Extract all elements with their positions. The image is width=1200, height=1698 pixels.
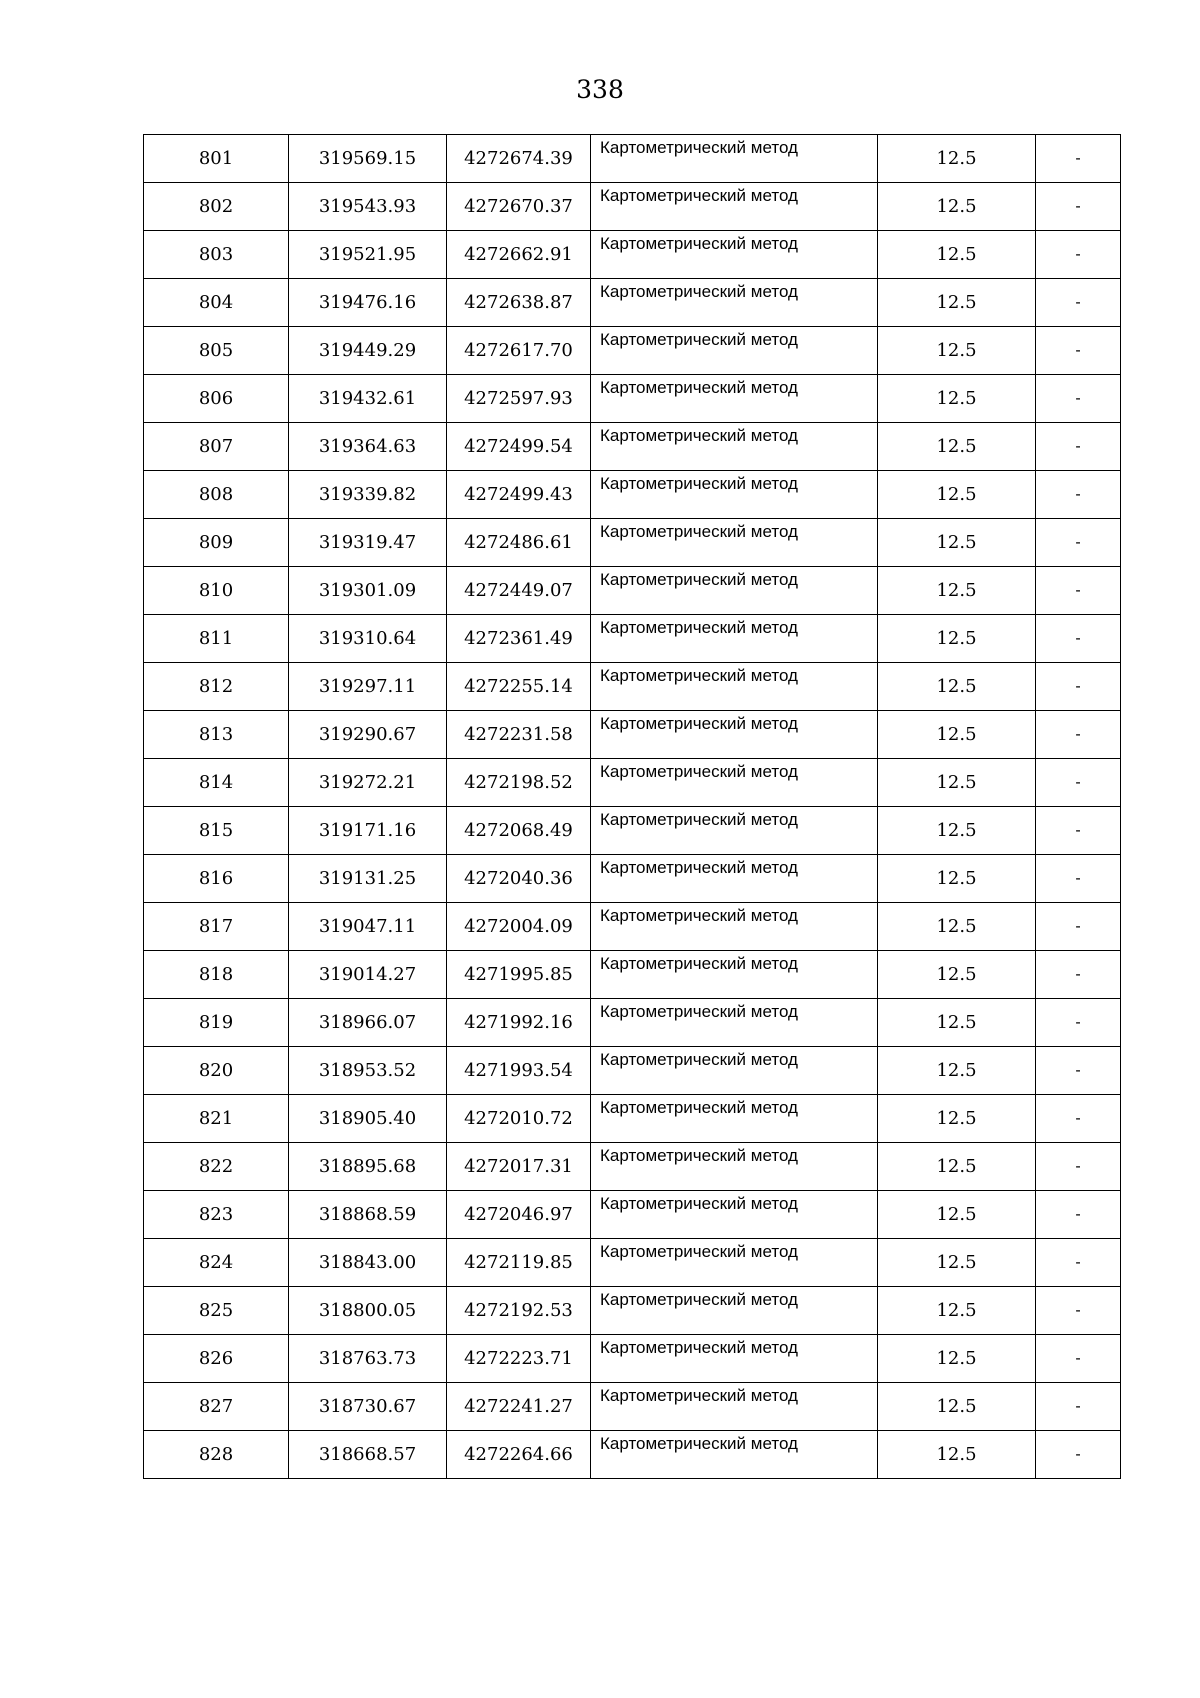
method-cell: Картометрический метод (591, 711, 878, 759)
method-cell: Картометрический метод (591, 279, 878, 327)
table-row (144, 1383, 1121, 1431)
method-cell: Картометрический метод (591, 135, 878, 183)
x-coordinate-cell: 319171.16 (289, 807, 447, 855)
table-row (144, 951, 1121, 999)
method-cell: Картометрический метод (591, 519, 878, 567)
accuracy-cell: 12.5 (878, 135, 1036, 183)
y-coordinate-cell: 4272499.54 (447, 423, 591, 471)
x-coordinate-cell: 318905.40 (289, 1095, 447, 1143)
method-cell: Картометрический метод (591, 855, 878, 903)
note-cell: - (1036, 519, 1121, 567)
point-number-cell: 818 (144, 951, 289, 999)
y-coordinate-cell: 4272449.07 (447, 567, 591, 615)
accuracy-cell: 12.5 (878, 1383, 1036, 1431)
note-cell: - (1036, 1191, 1121, 1239)
point-number-cell: 822 (144, 1143, 289, 1191)
note-cell: - (1036, 231, 1121, 279)
note-cell: - (1036, 279, 1121, 327)
accuracy-cell: 12.5 (878, 1047, 1036, 1095)
note-cell: - (1036, 903, 1121, 951)
x-coordinate-cell: 318953.52 (289, 1047, 447, 1095)
y-coordinate-cell: 4272046.97 (447, 1191, 591, 1239)
method-cell: Картометрический метод (591, 807, 878, 855)
point-number-cell: 816 (144, 855, 289, 903)
table-row (144, 1095, 1121, 1143)
x-coordinate-cell: 318895.68 (289, 1143, 447, 1191)
table-row (144, 1335, 1121, 1383)
table-row (144, 1431, 1121, 1479)
y-coordinate-cell: 4272674.39 (447, 135, 591, 183)
y-coordinate-cell: 4272198.52 (447, 759, 591, 807)
y-coordinate-cell: 4271993.54 (447, 1047, 591, 1095)
y-coordinate-cell: 4272264.66 (447, 1431, 591, 1479)
x-coordinate-cell: 319339.82 (289, 471, 447, 519)
x-coordinate-cell: 319569.15 (289, 135, 447, 183)
y-coordinate-cell: 4272068.49 (447, 807, 591, 855)
accuracy-cell: 12.5 (878, 567, 1036, 615)
table-row (144, 855, 1121, 903)
table-row (144, 1239, 1121, 1287)
x-coordinate-cell: 319297.11 (289, 663, 447, 711)
note-cell: - (1036, 327, 1121, 375)
accuracy-cell: 12.5 (878, 1095, 1036, 1143)
coordinates-table-body (144, 135, 1121, 1479)
method-cell: Картометрический метод (591, 375, 878, 423)
note-cell: - (1036, 855, 1121, 903)
accuracy-cell: 12.5 (878, 1287, 1036, 1335)
point-number-cell: 819 (144, 999, 289, 1047)
table-row (144, 711, 1121, 759)
accuracy-cell: 12.5 (878, 519, 1036, 567)
point-number-cell: 820 (144, 1047, 289, 1095)
x-coordinate-cell: 319131.25 (289, 855, 447, 903)
method-cell: Картометрический метод (591, 903, 878, 951)
y-coordinate-cell: 4272638.87 (447, 279, 591, 327)
x-coordinate-cell: 319014.27 (289, 951, 447, 999)
accuracy-cell: 12.5 (878, 327, 1036, 375)
x-coordinate-cell: 318730.67 (289, 1383, 447, 1431)
method-cell: Картометрический метод (591, 1143, 878, 1191)
x-coordinate-cell: 318800.05 (289, 1287, 447, 1335)
accuracy-cell: 12.5 (878, 231, 1036, 279)
point-number-cell: 810 (144, 567, 289, 615)
point-number-cell: 805 (144, 327, 289, 375)
table-row (144, 615, 1121, 663)
point-number-cell: 824 (144, 1239, 289, 1287)
note-cell: - (1036, 1095, 1121, 1143)
accuracy-cell: 12.5 (878, 279, 1036, 327)
x-coordinate-cell: 319476.16 (289, 279, 447, 327)
x-coordinate-cell: 319301.09 (289, 567, 447, 615)
y-coordinate-cell: 4272597.93 (447, 375, 591, 423)
y-coordinate-cell: 4272223.71 (447, 1335, 591, 1383)
y-coordinate-cell: 4272255.14 (447, 663, 591, 711)
x-coordinate-cell: 318668.57 (289, 1431, 447, 1479)
point-number-cell: 828 (144, 1431, 289, 1479)
x-coordinate-cell: 319449.29 (289, 327, 447, 375)
table-row (144, 183, 1121, 231)
note-cell: - (1036, 711, 1121, 759)
table-row (144, 1047, 1121, 1095)
accuracy-cell: 12.5 (878, 183, 1036, 231)
note-cell: - (1036, 1335, 1121, 1383)
note-cell: - (1036, 423, 1121, 471)
note-cell: - (1036, 183, 1121, 231)
accuracy-cell: 12.5 (878, 615, 1036, 663)
x-coordinate-cell: 318966.07 (289, 999, 447, 1047)
x-coordinate-cell: 318868.59 (289, 1191, 447, 1239)
method-cell: Картометрический метод (591, 327, 878, 375)
note-cell: - (1036, 615, 1121, 663)
x-coordinate-cell: 318843.00 (289, 1239, 447, 1287)
accuracy-cell: 12.5 (878, 1191, 1036, 1239)
point-number-cell: 815 (144, 807, 289, 855)
table-row (144, 807, 1121, 855)
point-number-cell: 803 (144, 231, 289, 279)
note-cell: - (1036, 1287, 1121, 1335)
accuracy-cell: 12.5 (878, 1431, 1036, 1479)
method-cell: Картометрический метод (591, 183, 878, 231)
accuracy-cell: 12.5 (878, 1335, 1036, 1383)
x-coordinate-cell: 319543.93 (289, 183, 447, 231)
point-number-cell: 804 (144, 279, 289, 327)
x-coordinate-cell: 319364.63 (289, 423, 447, 471)
x-coordinate-cell: 319319.47 (289, 519, 447, 567)
y-coordinate-cell: 4272010.72 (447, 1095, 591, 1143)
y-coordinate-cell: 4272499.43 (447, 471, 591, 519)
y-coordinate-cell: 4272119.85 (447, 1239, 591, 1287)
point-number-cell: 811 (144, 615, 289, 663)
note-cell: - (1036, 1431, 1121, 1479)
y-coordinate-cell: 4272662.91 (447, 231, 591, 279)
method-cell: Картометрический метод (591, 951, 878, 999)
accuracy-cell: 12.5 (878, 423, 1036, 471)
accuracy-cell: 12.5 (878, 807, 1036, 855)
note-cell: - (1036, 999, 1121, 1047)
table-row (144, 279, 1121, 327)
accuracy-cell: 12.5 (878, 471, 1036, 519)
accuracy-cell: 12.5 (878, 711, 1036, 759)
method-cell: Картометрический метод (591, 759, 878, 807)
accuracy-cell: 12.5 (878, 999, 1036, 1047)
y-coordinate-cell: 4272241.27 (447, 1383, 591, 1431)
table-row (144, 999, 1121, 1047)
x-coordinate-cell: 318763.73 (289, 1335, 447, 1383)
method-cell: Картометрический метод (591, 1287, 878, 1335)
table-row (144, 903, 1121, 951)
point-number-cell: 823 (144, 1191, 289, 1239)
table-row (144, 1191, 1121, 1239)
accuracy-cell: 12.5 (878, 1239, 1036, 1287)
method-cell: Картометрический метод (591, 1335, 878, 1383)
table-row (144, 663, 1121, 711)
point-number-cell: 826 (144, 1335, 289, 1383)
accuracy-cell: 12.5 (878, 1143, 1036, 1191)
note-cell: - (1036, 759, 1121, 807)
table-row (144, 519, 1121, 567)
y-coordinate-cell: 4272361.49 (447, 615, 591, 663)
point-number-cell: 825 (144, 1287, 289, 1335)
x-coordinate-cell: 319432.61 (289, 375, 447, 423)
y-coordinate-cell: 4272231.58 (447, 711, 591, 759)
note-cell: - (1036, 1143, 1121, 1191)
method-cell: Картометрический метод (591, 999, 878, 1047)
note-cell: - (1036, 135, 1121, 183)
x-coordinate-cell: 319047.11 (289, 903, 447, 951)
method-cell: Картометрический метод (591, 423, 878, 471)
point-number-cell: 812 (144, 663, 289, 711)
table-row (144, 135, 1121, 183)
point-number-cell: 817 (144, 903, 289, 951)
y-coordinate-cell: 4272486.61 (447, 519, 591, 567)
method-cell: Картометрический метод (591, 1095, 878, 1143)
page-number: 338 (576, 75, 624, 104)
method-cell: Картометрический метод (591, 615, 878, 663)
method-cell: Картометрический метод (591, 471, 878, 519)
note-cell: - (1036, 471, 1121, 519)
table-row (144, 1143, 1121, 1191)
point-number-cell: 814 (144, 759, 289, 807)
point-number-cell: 806 (144, 375, 289, 423)
y-coordinate-cell: 4272017.31 (447, 1143, 591, 1191)
method-cell: Картометрический метод (591, 1191, 878, 1239)
table-row (144, 423, 1121, 471)
note-cell: - (1036, 375, 1121, 423)
table-row (144, 375, 1121, 423)
accuracy-cell: 12.5 (878, 375, 1036, 423)
method-cell: Картометрический метод (591, 1239, 878, 1287)
table-row (144, 1287, 1121, 1335)
y-coordinate-cell: 4271992.16 (447, 999, 591, 1047)
point-number-cell: 813 (144, 711, 289, 759)
coordinates-table (143, 134, 1121, 1479)
note-cell: - (1036, 951, 1121, 999)
table-row (144, 471, 1121, 519)
point-number-cell: 802 (144, 183, 289, 231)
accuracy-cell: 12.5 (878, 855, 1036, 903)
method-cell: Картометрический метод (591, 1431, 878, 1479)
point-number-cell: 821 (144, 1095, 289, 1143)
table-row (144, 327, 1121, 375)
accuracy-cell: 12.5 (878, 663, 1036, 711)
note-cell: - (1036, 1383, 1121, 1431)
x-coordinate-cell: 319521.95 (289, 231, 447, 279)
note-cell: - (1036, 567, 1121, 615)
note-cell: - (1036, 663, 1121, 711)
point-number-cell: 809 (144, 519, 289, 567)
table-row (144, 567, 1121, 615)
y-coordinate-cell: 4272617.70 (447, 327, 591, 375)
point-number-cell: 827 (144, 1383, 289, 1431)
method-cell: Картометрический метод (591, 663, 878, 711)
point-number-cell: 807 (144, 423, 289, 471)
method-cell: Картометрический метод (591, 1383, 878, 1431)
y-coordinate-cell: 4272040.36 (447, 855, 591, 903)
method-cell: Картометрический метод (591, 231, 878, 279)
method-cell: Картометрический метод (591, 1047, 878, 1095)
x-coordinate-cell: 319272.21 (289, 759, 447, 807)
y-coordinate-cell: 4272670.37 (447, 183, 591, 231)
accuracy-cell: 12.5 (878, 759, 1036, 807)
y-coordinate-cell: 4272004.09 (447, 903, 591, 951)
y-coordinate-cell: 4271995.85 (447, 951, 591, 999)
table-row (144, 231, 1121, 279)
point-number-cell: 808 (144, 471, 289, 519)
accuracy-cell: 12.5 (878, 903, 1036, 951)
x-coordinate-cell: 319310.64 (289, 615, 447, 663)
method-cell: Картометрический метод (591, 567, 878, 615)
note-cell: - (1036, 1239, 1121, 1287)
y-coordinate-cell: 4272192.53 (447, 1287, 591, 1335)
point-number-cell: 801 (144, 135, 289, 183)
accuracy-cell: 12.5 (878, 951, 1036, 999)
note-cell: - (1036, 1047, 1121, 1095)
note-cell: - (1036, 807, 1121, 855)
x-coordinate-cell: 319290.67 (289, 711, 447, 759)
table-row (144, 759, 1121, 807)
